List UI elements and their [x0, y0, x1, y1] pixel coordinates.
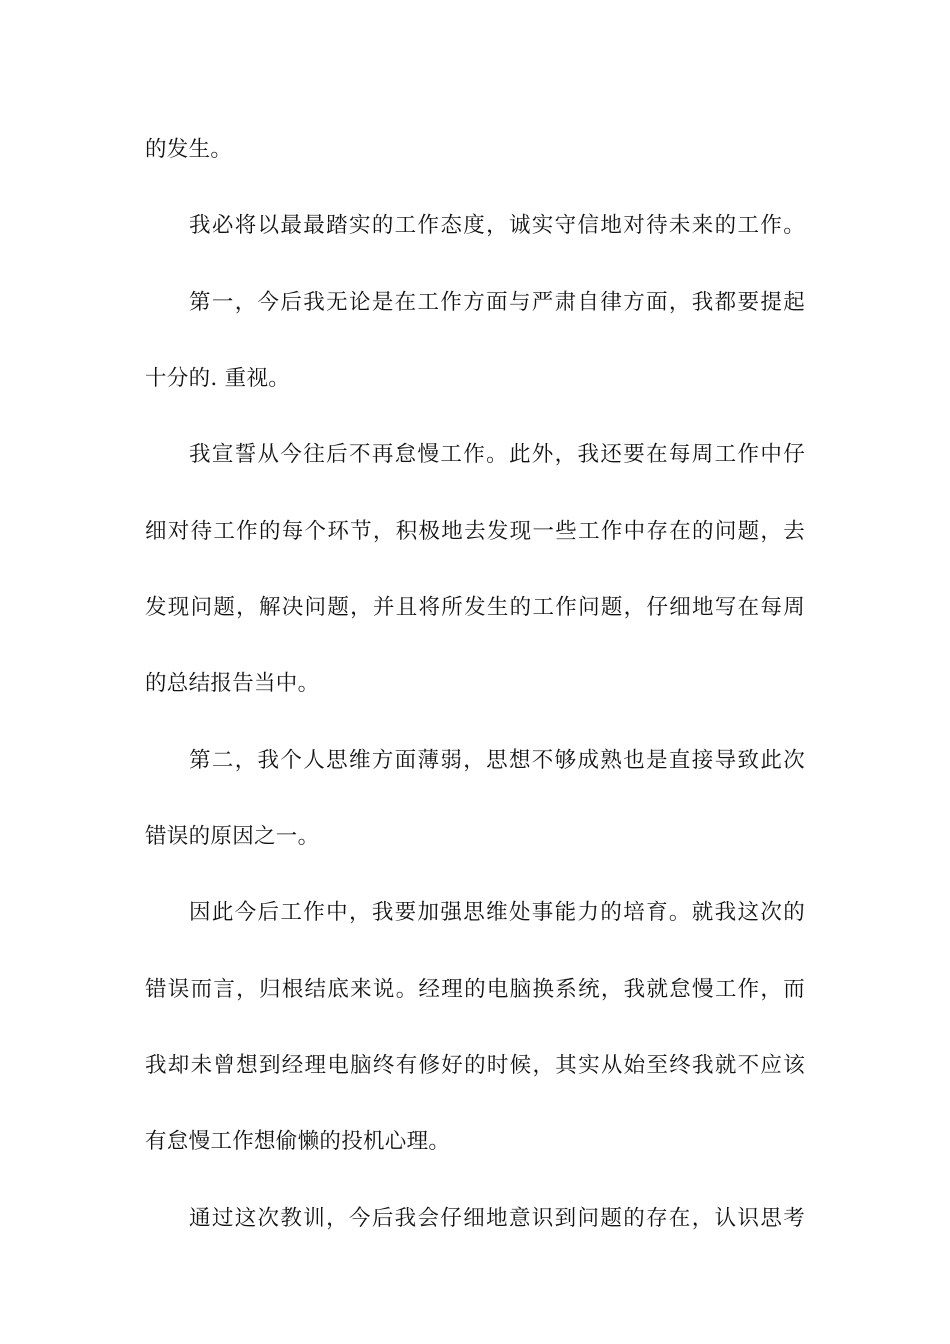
paragraph-reflection-line-4: 有怠慢工作想偷懒的投机心理。 [145, 1129, 451, 1154]
paragraph-first-point-line-1: 第一，今后我无论是在工作方面与严肃自律方面，我都要提起 [189, 290, 805, 315]
paragraph-first-point-line-2: 十分的. 重视。 [145, 366, 291, 391]
paragraph-second-point-line-2: 错误的原因之一。 [145, 824, 320, 849]
paragraph-reflection-line-3: 我却未曾想到经理电脑终有修好的时候，其实从始至终我就不应该 [145, 1053, 805, 1078]
paragraph-second-point-line-1: 第二，我个人思维方面薄弱，思想不够成熟也是直接导致此次 [189, 748, 805, 773]
paragraph-pledge-line-3: 发现问题，解决问题，并且将所发生的工作问题，仔细地写在每周 [145, 595, 805, 620]
paragraph-pledge-line-1: 我宣誓从今往后不再怠慢工作。此外，我还要在每周工作中仔 [189, 442, 805, 467]
text-line-continuation: 的发生。 [145, 137, 233, 162]
paragraph-reflection-line-1: 因此今后工作中，我要加强思维处事能力的培育。就我这次的 [189, 900, 805, 925]
paragraph-commitment: 我必将以最最踏实的工作态度，诚实守信地对待未来的工作。 [189, 213, 805, 238]
paragraph-reflection-line-2: 错误而言，归根结底来说。经理的电脑换系统，我就怠慢工作，而 [145, 977, 805, 1002]
paragraph-pledge-line-2: 细对待工作的每个环节，积极地去发现一些工作中存在的问题，去 [145, 519, 805, 544]
paragraph-pledge-line-4: 的总结报告当中。 [145, 671, 320, 696]
paragraph-lesson-line-1: 通过这次教训，今后我会仔细地意识到问题的存在，认识思考 [189, 1206, 805, 1231]
